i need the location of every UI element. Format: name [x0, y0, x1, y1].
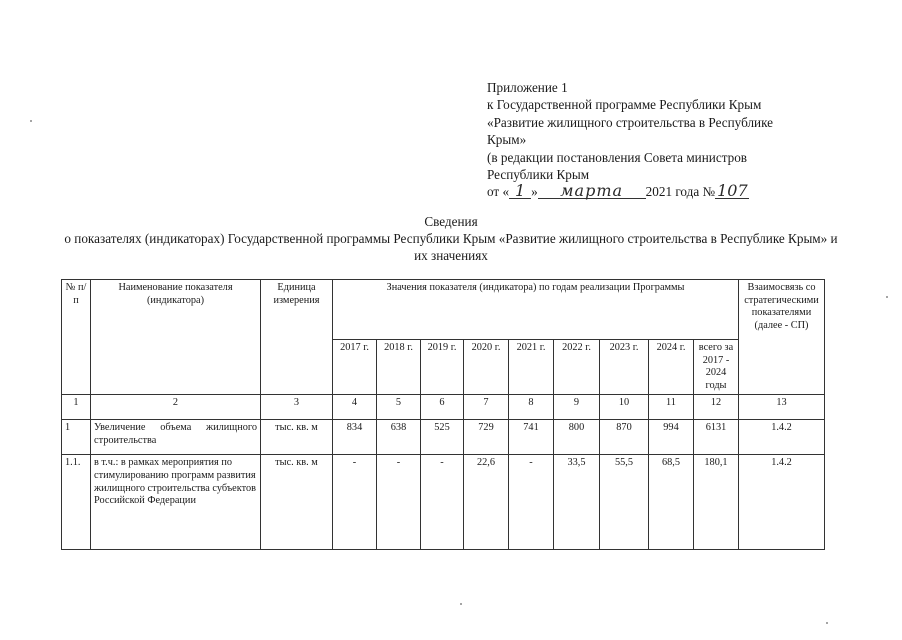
header-year: 2021 г. [509, 340, 554, 395]
header-num: № п/п [62, 280, 91, 395]
row-name: в т.ч.: в рамках мероприятия по стимулированию программ развития жилищного строительства субъектов Российской Федерации [91, 455, 261, 550]
scan-speck [30, 120, 32, 122]
column-number: 1 [62, 395, 91, 420]
header-name: Наименование показателя (индикатора) [91, 280, 261, 395]
appendix-line-4: Крым» [487, 132, 527, 148]
column-number: 12 [694, 395, 739, 420]
table-row [62, 455, 825, 550]
column-number: 4 [333, 395, 377, 420]
column-number: 5 [377, 395, 421, 420]
row-value: 729 [464, 420, 509, 455]
row-link: 1.4.2 [739, 420, 825, 455]
header-year: 2017 г. [333, 340, 377, 395]
appendix-line-2: к Государственной программе Республики Крым [487, 97, 762, 113]
date-month-handwritten: марта [538, 184, 646, 199]
header-values-group: Значения показателя (индикатора) по годам реализации Программы [333, 280, 739, 340]
row-num: 1 [62, 420, 91, 455]
row-value: - [377, 455, 421, 550]
row-num: 1.1. [62, 455, 91, 550]
indicators-table [61, 279, 825, 550]
appendix-line-6: Республики Крым [487, 167, 590, 183]
row-value: 994 [649, 420, 694, 455]
heading-title: Сведения [424, 214, 478, 229]
row-link: 1.4.2 [739, 455, 825, 550]
header-year: 2024 г. [649, 340, 694, 395]
column-number: 13 [739, 395, 825, 420]
row-value: 55,5 [600, 455, 649, 550]
column-number-row [62, 395, 825, 420]
row-value: 33,5 [554, 455, 600, 550]
column-number: 3 [261, 395, 333, 420]
header-year: 2022 г. [554, 340, 600, 395]
scan-speck [460, 603, 462, 605]
row-value: 638 [377, 420, 421, 455]
header-year: 2023 г. [600, 340, 649, 395]
date-prefix: от « [487, 184, 510, 200]
column-number: 7 [464, 395, 509, 420]
row-name: Увеличение объема жилищного строительства [91, 420, 261, 455]
header-year: 2020 г. [464, 340, 509, 395]
row-value-total: 6131 [694, 420, 739, 455]
table-header-row [62, 280, 825, 340]
column-number: 8 [509, 395, 554, 420]
document-heading [60, 213, 842, 264]
column-number: 6 [421, 395, 464, 420]
date-year: 2021 года № [645, 184, 716, 200]
row-value: 870 [600, 420, 649, 455]
appendix-date-line [487, 183, 827, 200]
header-year-total: всего за 2017 - 2024 годы [694, 340, 739, 395]
row-value: - [421, 455, 464, 550]
appendix-block [487, 79, 827, 201]
row-value: - [333, 455, 377, 550]
row-value: 22,6 [464, 455, 509, 550]
row-value: 68,5 [649, 455, 694, 550]
column-number: 11 [649, 395, 694, 420]
date-mid: » [531, 184, 538, 200]
row-value-total: 180,1 [694, 455, 739, 550]
header-unit: Единица измерения [261, 280, 333, 395]
row-value: 525 [421, 420, 464, 455]
row-value: 834 [333, 420, 377, 455]
appendix-line-5: (в редакции постановления Совета министров [487, 149, 748, 165]
column-number: 10 [600, 395, 649, 420]
table-row [62, 420, 825, 455]
row-unit: тыс. кв. м [261, 455, 333, 550]
appendix-line-3: «Развитие жилищного строительства в Республике [487, 114, 774, 130]
scan-speck [886, 296, 888, 298]
row-value: - [509, 455, 554, 550]
header-link: Взаимосвязь со стратегическими показателями (далее - СП) [739, 280, 825, 395]
column-number: 9 [554, 395, 600, 420]
row-value: 800 [554, 420, 600, 455]
row-unit: тыс. кв. м [261, 420, 333, 455]
heading-subtitle: о показателях (индикаторах) Государственной программы Республики Крым «Развитие жилищного строительства в Республике Крым» и их значениях [64, 231, 838, 263]
header-year: 2019 г. [421, 340, 464, 395]
doc-number-handwritten: 107 [717, 181, 748, 201]
row-value: 741 [509, 420, 554, 455]
date-day-handwritten: 1 [509, 184, 531, 199]
appendix-line-1: Приложение 1 [487, 80, 568, 95]
scan-speck [826, 622, 828, 624]
header-year: 2018 г. [377, 340, 421, 395]
column-number: 2 [91, 395, 261, 420]
